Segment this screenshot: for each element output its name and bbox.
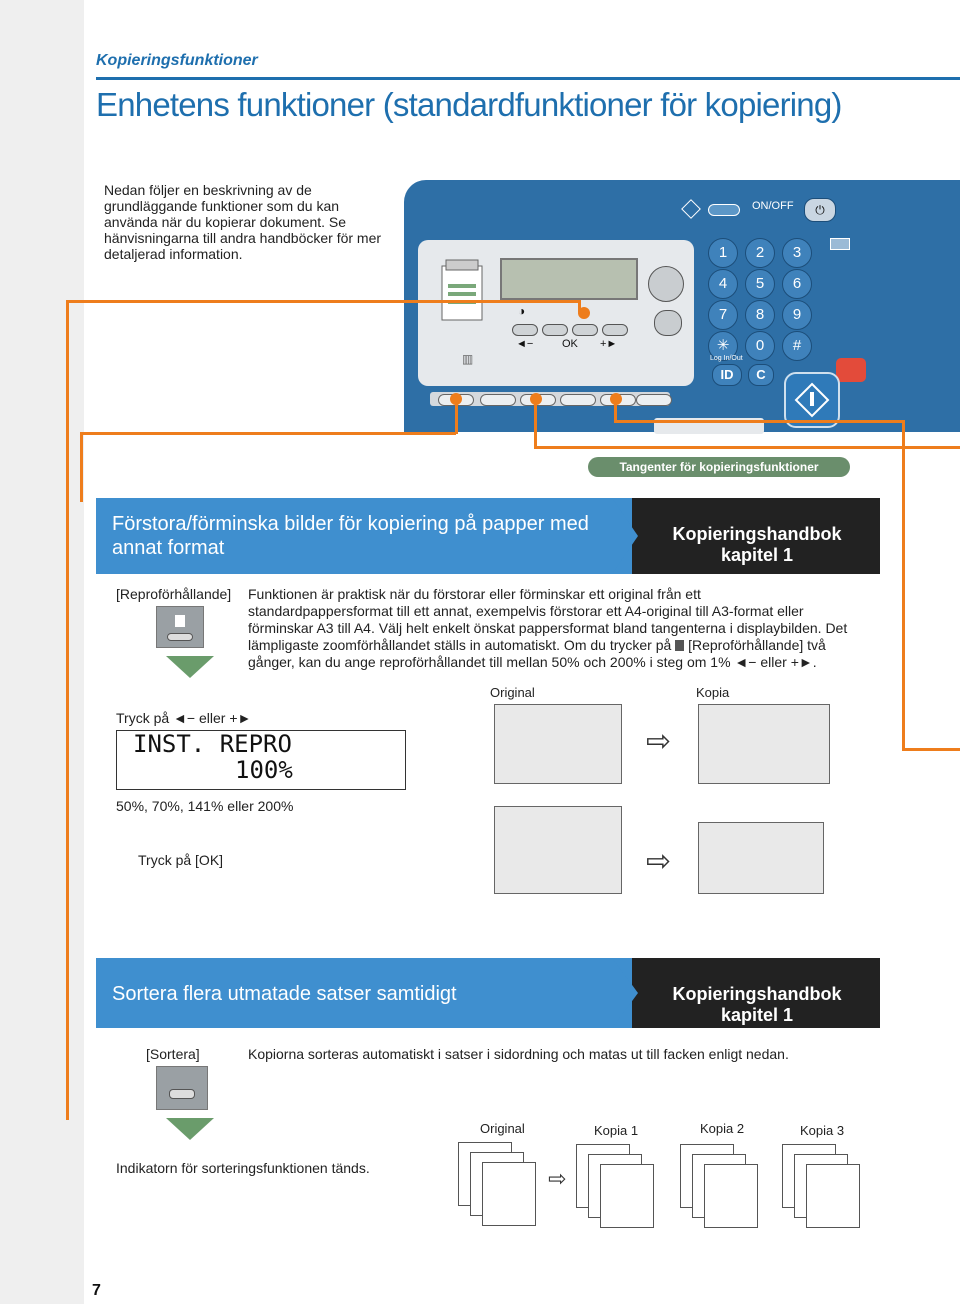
display-line-1: INST. REPRO	[133, 730, 292, 758]
section1-title: Förstora/förminska bilder för kopiering på papper med annat format	[112, 513, 589, 559]
banner-arrow	[612, 498, 638, 574]
page-number: 7	[92, 1282, 101, 1299]
panel-caption: Tangenter för kopieringsfunktioner	[588, 457, 850, 477]
margin-strip	[0, 0, 84, 1304]
copy1-doc-stack	[600, 1164, 654, 1228]
panel-lcd	[500, 258, 638, 300]
bridge-image-original-large	[494, 806, 622, 894]
counter-icon: ▥	[462, 352, 474, 366]
section1-body: Funktionen är praktisk när du förstorar eller förminskar ett original från ett standardpappersformat till ett annat, exempelvis förstorar ett A4-original till A3-format eller förminskar A3 till A4. Välj helt enkelt önskat pappersformat bland tangenterna i displaybilden. Det lämpligaste zoomförhållandet ställs in automatiskt. Om du trycker på [Reproförhållande] två gånger, kan du ange reproförhållandet till mellan 50% och 200% i steg om 1% ◄− eller +►.	[248, 586, 848, 670]
energy-saver-button[interactable]	[648, 266, 684, 302]
display-line-2: 100%	[235, 756, 293, 784]
keypad-key[interactable]: 5	[745, 269, 775, 299]
bridge-image-copy-small	[698, 822, 824, 894]
access-button[interactable]	[708, 204, 740, 216]
ratio-options: 50%, 70%, 141% eller 200%	[116, 798, 294, 814]
callout-line	[80, 432, 83, 502]
callout-line	[534, 446, 960, 449]
clear-button[interactable]: C	[748, 364, 774, 386]
two-sided-button[interactable]	[572, 324, 598, 336]
callout-line	[66, 300, 580, 303]
callout-line	[614, 420, 904, 423]
press-instruction: Tryck på ◄− eller +►	[116, 710, 252, 726]
intro-text: Nedan följer en beskrivning av de grundläggande funktioner som du kan använda när du kopierar dokument. Se hänvisningarna till andra handböcker för mer detaljerad information.	[104, 182, 382, 262]
strip-button-4[interactable]	[560, 394, 596, 406]
sort-key-label: [Sortera]	[146, 1046, 200, 1062]
bridge-image-original-small	[494, 704, 622, 784]
ratio-key-icon	[156, 606, 204, 648]
arrow-right-icon: ⇨	[646, 845, 672, 878]
plus-arrow-icon: +►	[229, 710, 252, 726]
page-title: Enhetens funktioner (standardfunktioner för kopiering)	[96, 86, 842, 123]
sort-key-icon	[156, 1066, 208, 1110]
settings-button[interactable]	[654, 310, 682, 336]
collate-button[interactable]	[542, 324, 568, 336]
contrast-icon: ◑	[518, 304, 526, 318]
arrow-right-icon: ⇨	[548, 1166, 567, 1191]
display-preview	[116, 730, 406, 790]
arrow-right-icon: ⇨	[646, 725, 672, 758]
keypad-key[interactable]: 2	[745, 238, 775, 268]
keypad-key[interactable]: ✳	[708, 331, 738, 361]
id-button[interactable]: ID	[712, 364, 742, 386]
callout-line	[66, 300, 69, 1120]
strip-button-2[interactable]	[480, 394, 516, 406]
section1-reference: Kopieringshandbok kapitel 1	[672, 524, 842, 565]
keypad-key[interactable]: 9	[782, 300, 812, 330]
flow-arrow-down	[166, 1118, 214, 1140]
keypad-key[interactable]: 0	[745, 331, 775, 361]
minus-arrow-icon: ◄−	[173, 710, 196, 726]
onoff-label: ON/OFF	[752, 200, 794, 212]
density-button[interactable]	[512, 324, 538, 336]
plus-button[interactable]: +►	[600, 338, 618, 350]
section-label: Kopieringsfunktioner	[96, 52, 258, 69]
callout-line	[902, 420, 905, 750]
tone-button[interactable]	[830, 238, 850, 250]
ratio-key-label: [Reproförhållande]	[116, 586, 232, 602]
bridge-image-copy-large	[698, 704, 830, 784]
login-label: Log In/Out	[710, 355, 743, 362]
sort-copy2-label: Kopia 2	[700, 1121, 745, 1136]
callout-line	[902, 748, 960, 751]
section2-reference: Kopieringshandbok kapitel 1	[672, 984, 842, 1025]
press-ok-instruction: Tryck på [OK]	[138, 852, 224, 868]
sort-copy1-label: Kopia 1	[594, 1123, 639, 1138]
power-button[interactable]: ⏻	[804, 198, 836, 222]
flow-arrow-down	[166, 656, 214, 678]
sort-original-label: Original	[480, 1121, 525, 1136]
keypad-key[interactable]: 6	[782, 269, 812, 299]
printer-icon	[436, 258, 492, 328]
copy-label: Kopia	[696, 685, 730, 700]
keypad-key[interactable]: 7	[708, 300, 738, 330]
original-doc-stack	[482, 1162, 536, 1226]
section2-body: Kopiorna sorteras automatiskt i satser i sidordning och matas ut till facken enligt nedan.	[248, 1046, 789, 1062]
original-label: Original	[490, 685, 535, 700]
callout-line	[578, 300, 581, 312]
copy3-doc-stack	[806, 1164, 860, 1228]
ok-button[interactable]: OK	[562, 338, 578, 350]
callout-line	[455, 400, 458, 434]
minus-arrow-icon: ◄−	[734, 654, 757, 670]
stop-button[interactable]	[836, 358, 866, 382]
callout-line	[534, 400, 537, 448]
section2-title: Sortera flera utmatade satser samtidigt	[112, 983, 457, 1005]
callout-line	[80, 432, 456, 435]
sort-indicator-note: Indikatorn för sorteringsfunktionen tänds.	[116, 1160, 370, 1176]
keypad-key[interactable]: 8	[745, 300, 775, 330]
plus-arrow-icon: +►	[790, 654, 813, 670]
ratio-mini-icon	[675, 640, 684, 651]
minus-button[interactable]: ◄−	[516, 338, 534, 350]
banner-arrow	[612, 958, 638, 1028]
keypad-key[interactable]: 1	[708, 238, 738, 268]
copy2-doc-stack	[704, 1164, 758, 1228]
sort-copy3-label: Kopia 3	[800, 1123, 845, 1138]
strip-button-6[interactable]	[636, 394, 672, 406]
keypad-key[interactable]: 3	[782, 238, 812, 268]
keypad-key[interactable]: 4	[708, 269, 738, 299]
header-rule	[96, 77, 960, 80]
callout-line	[614, 400, 617, 422]
keypad-key[interactable]: #	[782, 331, 812, 361]
image-quality-button[interactable]	[602, 324, 628, 336]
